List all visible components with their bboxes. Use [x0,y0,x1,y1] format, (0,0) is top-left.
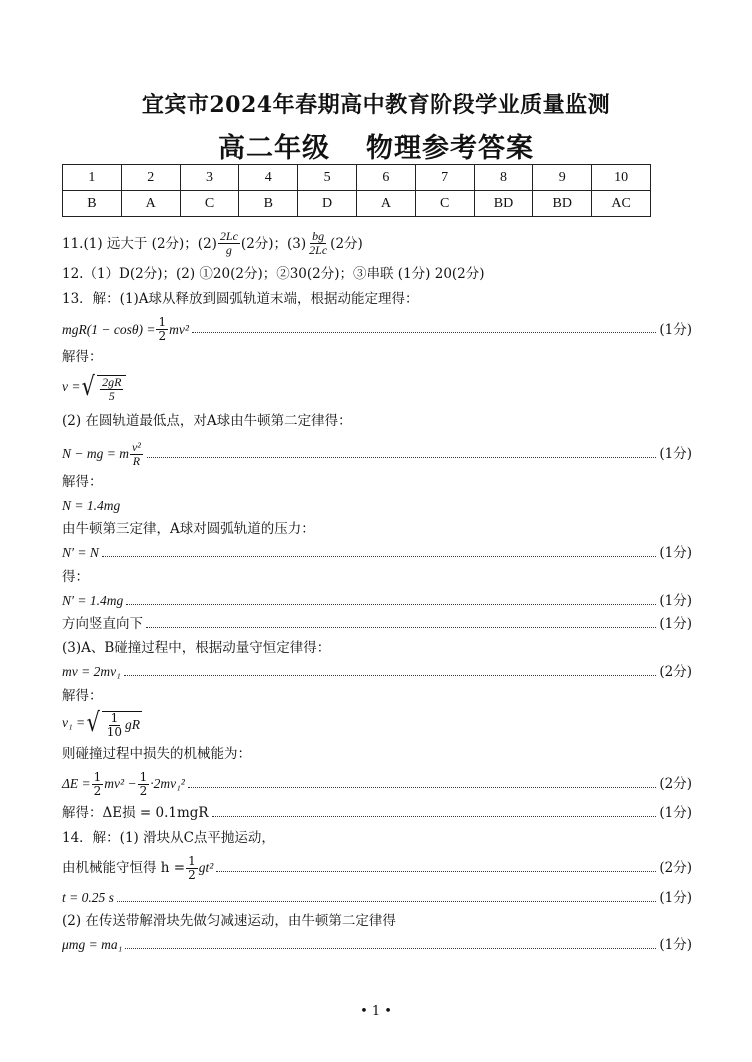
q13-v1-result [62,708,692,738]
equation-text: v = [62,379,81,394]
fraction-numerator: 1 [158,315,167,329]
equation-text: N = 1.4mg [62,498,121,513]
sqrt-fraction [100,376,123,403]
question-number: 4 [239,165,298,191]
score-label: (1分) [659,616,692,632]
q13-loss-intro [62,744,692,764]
q11-part3: (2分) [330,235,363,252]
q13-part3 [62,638,692,658]
q13-part3-text: (3)A、B碰撞过程中，根据动量守恒定律得： [62,640,331,656]
half-fraction [92,771,104,798]
answer-cell: B [239,191,298,217]
question-number: 1 [63,165,122,191]
half-fraction [156,316,168,343]
leader-dots [147,457,656,458]
q13-energy-loss [62,770,692,798]
leader-dots [125,948,656,949]
fraction-denominator: 10 [106,724,123,739]
q14-intro-text: 14．解：(1) 滑块从C点平抛运动， [62,830,275,846]
fraction-denominator: g [225,243,232,257]
score-label: (2分) [659,776,692,792]
leader-dots [117,901,657,902]
question-number: 8 [474,165,533,191]
q14-part2 [62,911,692,931]
equation-text: t = 0.25 s [62,890,114,905]
de-label: 得： [62,569,89,585]
q13-n-prime-value [62,591,692,611]
score-label: (1分) [659,321,692,338]
fraction-numerator: 1 [139,769,148,784]
fraction-denominator: 2 [158,329,167,343]
question-number: 7 [415,165,474,191]
fraction-denominator: 2 [93,783,102,798]
equation-text: N′ = N [62,545,99,560]
q11-fraction-1 [218,230,240,257]
equation-text: v₁ = [62,715,86,730]
equation-text: mv² − [104,776,137,791]
q14-t-value [62,888,692,908]
q13-part2 [62,411,692,431]
answer-cell: A [121,191,180,217]
fraction-numerator: 1 [93,769,102,784]
score-label: (2分) [659,664,692,680]
q13-v-result [62,372,692,402]
q14-energy [62,854,692,882]
q13-part2-text: (2) 在圆轨道最低点，对A球由牛顿第二定律得： [62,413,352,429]
q13-n-value [62,496,692,516]
q13-equation-2 [62,440,692,468]
answer-cell: AC [592,191,651,217]
q13-intro [62,289,692,309]
direction-text: 方向竖直向下 [62,616,143,632]
radical-sign: √ [82,371,96,402]
question-number: 2 [121,165,180,191]
solve-label: 解得： [62,688,103,704]
equation-text: N′ = 1.4mg [62,593,124,608]
solve-label: 解得： [62,474,103,490]
fraction-numerator: 1 [110,710,119,725]
equation-text: gt² [198,860,214,875]
q13-energy-result [62,803,692,823]
score-label: (1分) [659,890,692,906]
q11-part1: 11.(1) 远大于 (2分)；(2) [62,235,217,252]
leader-dots [126,604,656,605]
answer-cell: D [298,191,357,217]
answer-cell: C [180,191,239,217]
page-number: • 1 • [360,1004,392,1019]
fraction-numerator: 2Lc [219,229,238,243]
equation-text: N − mg = m [62,446,129,461]
leader-dots [102,556,657,557]
subject-label: 物理参考答案 [366,133,534,164]
answer-cell: A [356,191,415,217]
score-label: (2分) [659,860,692,876]
score-label: (1分) [659,937,692,953]
grade-label: 高二年级 [218,133,330,164]
leader-dots [216,871,656,872]
answer-table [62,164,651,217]
q11-answer [62,230,692,257]
loss-intro-text: 则碰撞过程中损失的机械能为： [62,746,251,762]
q13-jiede-2 [62,472,692,492]
q12-answer [62,264,692,284]
question-number: 10 [592,165,651,191]
answer-cell: B [63,191,122,217]
question-number-row [63,165,651,191]
equation-text: 由机械能守恒得 h = [62,860,186,876]
fraction-numerator: bg [312,229,325,243]
answer-cell: C [415,191,474,217]
fraction-denominator: 2 [139,783,148,798]
question-number: 5 [298,165,357,191]
q13-de [62,567,692,587]
q13-intro-text: 13．解：(1)A球从释放到圆弧轨道末端，根据动能定理得： [62,291,419,307]
equation-text: ΔE = [62,776,91,791]
fraction-denominator: R [132,453,141,468]
leader-dots [212,816,657,817]
third-law-text: 由牛顿第三定律，A球对圆弧轨道的压力： [62,521,315,537]
sqrt-expression [80,372,126,403]
answer-cell: BD [533,191,592,217]
equation-text: mv = 2mv₁ [62,664,121,679]
question-number: 3 [180,165,239,191]
equation-text: gR [125,717,141,732]
score-label: (1分) [659,545,692,561]
question-number: 9 [533,165,592,191]
q14-intro [62,828,692,848]
document-title: 宜宾市2024年春期高中教育阶段学业质量监测 [141,92,611,118]
v2-over-r-fraction [130,441,143,468]
question-number: 6 [356,165,415,191]
leader-dots [192,332,656,333]
equation-text: mv² [169,321,189,337]
answer-row [63,191,651,217]
q13-momentum [62,662,692,682]
half-fraction [138,771,150,798]
leader-dots [146,627,656,628]
fraction-numerator: v² [131,439,141,454]
score-label: (1分) [659,446,692,462]
q14-part2-text: (2) 在传送带解滑块先做匀减速运动，由牛顿第二定律得 [62,913,396,929]
q13-n-prime [62,543,692,563]
q14-newton [62,935,692,955]
fraction-denominator: 5 [108,388,115,403]
sqrt-fraction [105,712,124,739]
q13-third-law [62,519,692,539]
q13-direction [62,614,692,634]
solve-label: 解得： [62,349,103,365]
document-subtitle [0,126,752,165]
fraction-numerator: 2gR [102,374,122,389]
half-fraction [186,855,198,882]
q12-text: 12.（1）D(2分)；(2) ①20(2分)；②30(2分)；③串联 (1分) 20(2分) [62,266,485,282]
fraction-denominator: 2 [188,867,196,882]
q11-fraction-2 [307,230,329,257]
score-label: (1分) [659,805,692,821]
leader-dots [188,787,657,788]
q13-jiede-1 [62,347,692,367]
equation-text: 解得：ΔE损 = 0.1mgR [62,805,209,821]
q13-jiede-3 [62,686,692,706]
sqrt-expression [85,708,142,739]
q11-part2: (2分)；(3) [240,235,307,252]
answer-cell: BD [474,191,533,217]
score-label: (1分) [659,593,692,609]
equation-text: ·2mv₁² [150,776,185,791]
equation-text: mgR(1 − cosθ) = [62,321,156,337]
fraction-denominator: 2Lc [309,243,328,257]
radical-sign: √ [86,707,101,738]
fraction-numerator: 1 [188,853,196,868]
equation-text: μmg = ma₁ [62,937,123,952]
leader-dots [124,675,657,676]
q13-equation-1 [62,316,692,343]
